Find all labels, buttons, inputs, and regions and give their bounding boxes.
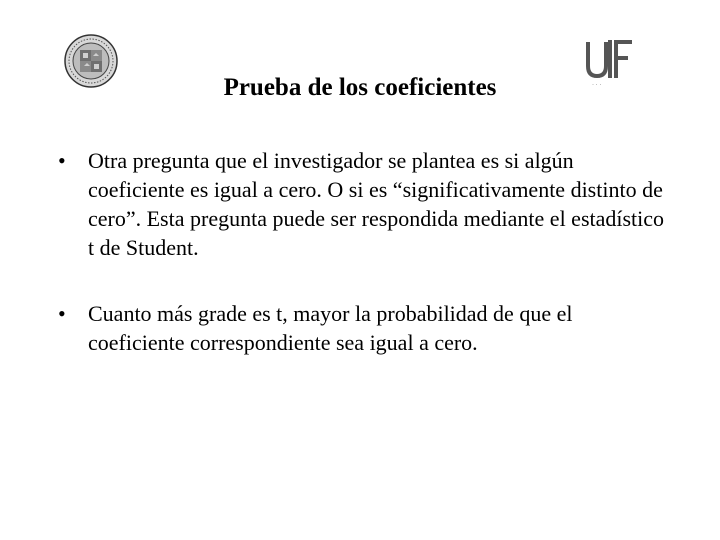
bullet-item-hypothesis [58, 146, 668, 262]
bullet-text: Otra pregunta que el investigador se plantea es si algún coeficiente es igual a cero. O si es “significativamente distinto de cero”. Esta pregunta puede ser respondida mediante el estadístico t de Student. [88, 148, 665, 260]
bullet-marker: • [58, 301, 66, 326]
slide-title: Prueba de los coeficientes [223, 74, 497, 101]
bullet-text: Cuanto más grade es t, mayor la probabilidad de que el coeficiente correspondiente sea igual a cero. [88, 301, 573, 355]
bullet-marker: • [58, 148, 66, 173]
svg-text:· · ·: · · · [592, 82, 602, 88]
bullet-list [58, 146, 668, 394]
bullet-item-t-statistic [58, 299, 668, 357]
